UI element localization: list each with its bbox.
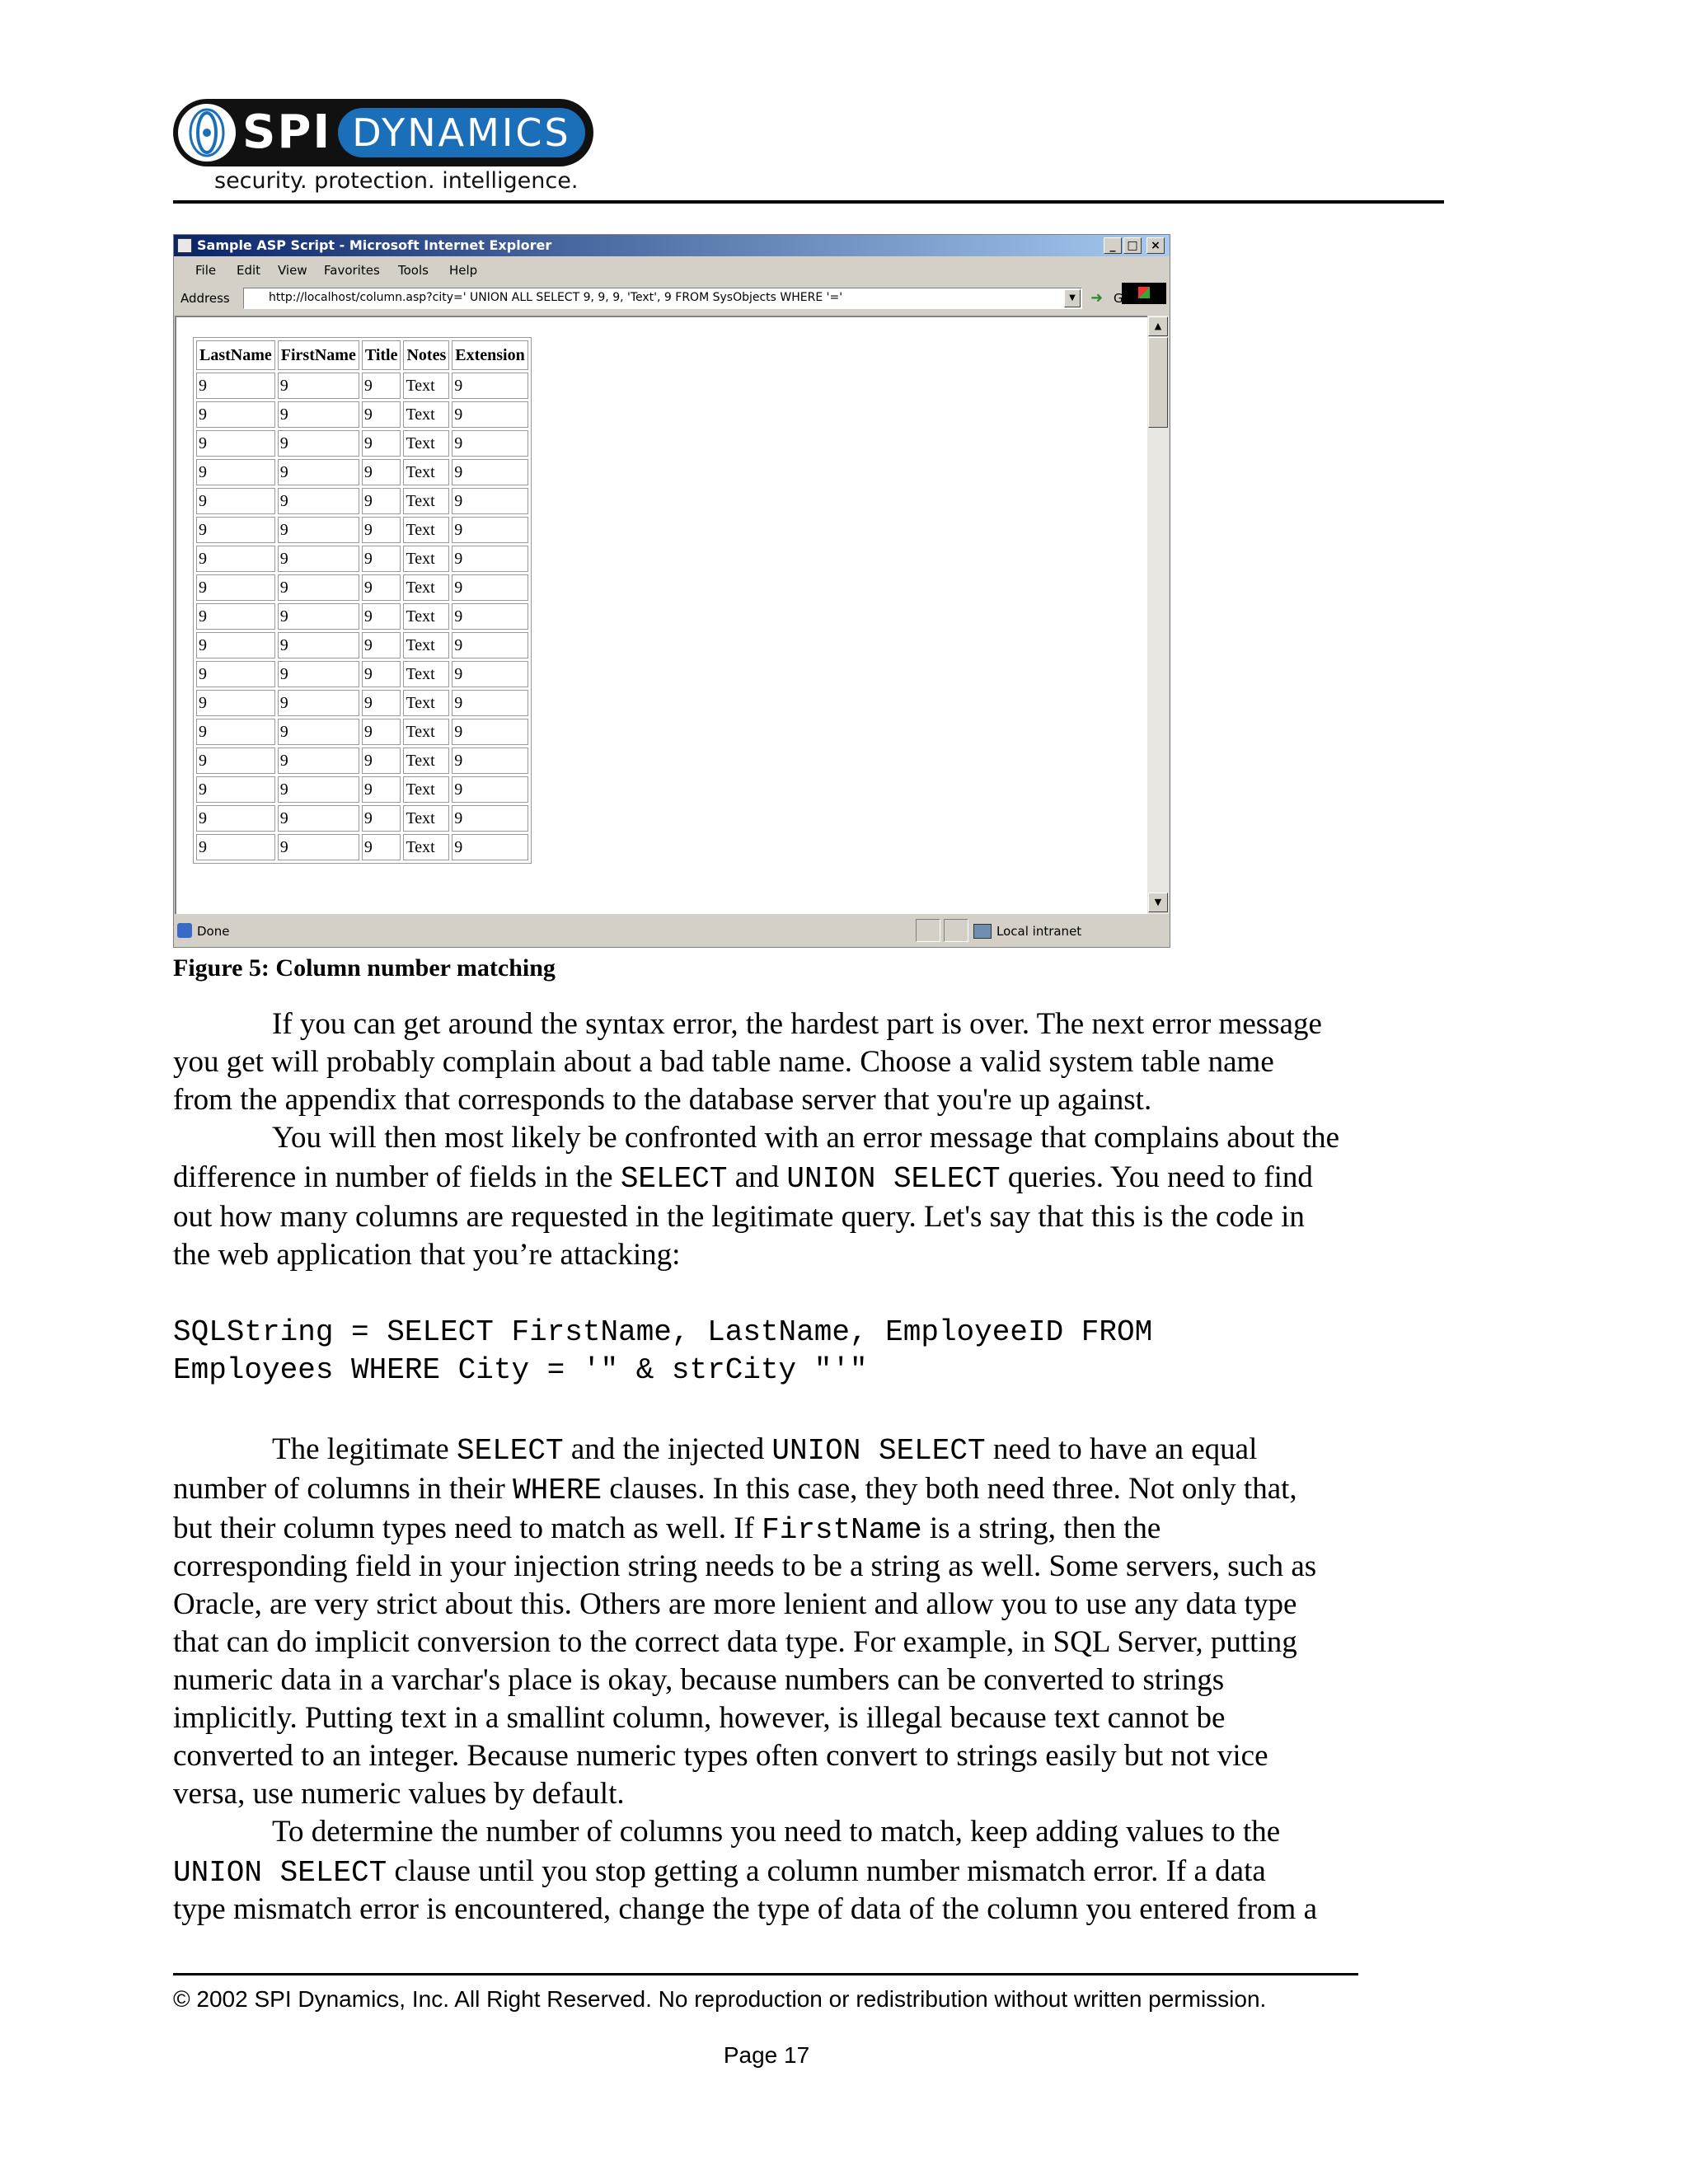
table-cell: 9	[362, 690, 401, 716]
table-cell: Text	[403, 661, 449, 687]
table-row	[196, 661, 528, 687]
table-cell: 9	[452, 603, 528, 630]
para1-line: from the appendix that corresponds to the database server that you're up against.	[173, 1083, 1152, 1117]
table-cell: 9	[196, 805, 275, 832]
table-row	[196, 805, 528, 832]
para3-line: numeric data in a varchar's place is okay, because numbers can be converted to strings	[173, 1663, 1225, 1697]
table-header-row	[196, 340, 528, 370]
browser-window-figure	[173, 234, 1170, 948]
table-cell: Text	[403, 488, 449, 514]
table-row	[196, 574, 528, 601]
table-cell: Text	[403, 603, 449, 630]
zone-text: Local intranet	[996, 924, 1082, 939]
para4-line: type mismatch error is encountered, change the type of data of the column you entered from a	[173, 1892, 1318, 1926]
figure-caption: Figure 5: Column number matching	[173, 954, 556, 982]
table-cell: 9	[452, 546, 528, 572]
menu-file: File	[195, 263, 217, 278]
table-cell: 9	[362, 574, 401, 601]
menu-view: View	[278, 263, 307, 278]
footer-copyright: © 2002 SPI Dynamics, Inc. All Right Reserved. No reproduction or redistribution without written permission.	[173, 1986, 1267, 2012]
close-icon: ×	[1146, 237, 1165, 254]
table-cell: 9	[362, 373, 401, 399]
browser-menu-bar	[174, 258, 1170, 283]
table-cell: 9	[362, 517, 401, 543]
browser-content	[175, 316, 1147, 914]
table-cell: Text	[403, 834, 449, 860]
logo-emblem-icon	[178, 104, 236, 162]
table-cell: 9	[362, 776, 401, 803]
scroll-down-icon: ▼	[1148, 893, 1168, 912]
go-label: Go	[1114, 291, 1131, 306]
intranet-zone-icon	[973, 924, 992, 939]
para3-line: number of columns in their WHERE clauses. In this case, they both need three. Not only that,	[173, 1472, 1297, 1507]
table-cell: 9	[278, 517, 359, 543]
table-cell: 9	[196, 834, 275, 860]
para4-line: UNION SELECT clause until you stop getting a column number mismatch error. If a data	[173, 1854, 1266, 1890]
table-cell: Text	[403, 517, 449, 543]
inline-code: SELECT	[456, 1434, 564, 1468]
para2-line: difference in number of fields in the SELECT and UNION SELECT queries. You need to find	[173, 1160, 1313, 1196]
table-cell: 9	[452, 430, 528, 457]
para1-line: If you can get around the syntax error, the hardest part is over. The next error message	[272, 1007, 1322, 1041]
page-done-icon	[177, 923, 192, 938]
table-row	[196, 632, 528, 658]
table-row	[196, 459, 528, 485]
footer-divider	[173, 1973, 1358, 1975]
table-cell: 9	[452, 719, 528, 745]
table-cell: 9	[452, 459, 528, 485]
table-cell: 9	[196, 401, 275, 428]
table-row	[196, 546, 528, 572]
para3-line: versa, use numeric values by default.	[173, 1777, 625, 1811]
table-cell: 9	[452, 834, 528, 860]
table-cell: 9	[452, 805, 528, 832]
code-line: SQLString = SELECT FirstName, LastName, EmployeeID FROM	[173, 1315, 1153, 1349]
column-header: LastName	[196, 340, 275, 370]
para1-line: you get will probably complain about a bad table name. Choose a valid system table name	[173, 1045, 1274, 1079]
table-cell: 9	[452, 661, 528, 687]
table-cell: Text	[403, 459, 449, 485]
table-row	[196, 603, 528, 630]
table-cell: Text	[403, 574, 449, 601]
table-row	[196, 776, 528, 803]
address-field	[243, 288, 1082, 309]
table-cell: 9	[278, 834, 359, 860]
page-number: Page 17	[723, 2042, 810, 2068]
inline-code: FirstName	[762, 1513, 922, 1547]
para3-line: Oracle, are very strict about this. Others are more lenient and allow you to use any data type	[173, 1587, 1297, 1621]
table-cell: 9	[362, 834, 401, 860]
para3-line: but their column types need to match as well. If FirstName is a string, then the	[173, 1511, 1161, 1547]
logo-tagline: security. protection. intelligence.	[214, 168, 579, 194]
table-cell: 9	[196, 603, 275, 630]
table-cell: 9	[278, 776, 359, 803]
scroll-up-icon: ▲	[1148, 316, 1168, 336]
spi-dynamics-logo	[173, 99, 593, 166]
inline-code: UNION SELECT	[786, 1162, 1001, 1196]
table-cell: 9	[278, 632, 359, 658]
table-cell: 9	[278, 459, 359, 485]
table-cell: 9	[362, 430, 401, 457]
table-cell: 9	[362, 546, 401, 572]
header-divider	[173, 200, 1444, 204]
table-cell: Text	[403, 546, 449, 572]
table-cell: 9	[452, 574, 528, 601]
table-cell: 9	[452, 517, 528, 543]
table-cell: Text	[403, 805, 449, 832]
table-cell: 9	[362, 488, 401, 514]
code-line: Employees WHERE City = '" & strCity "'"	[173, 1353, 868, 1387]
table-cell: 9	[452, 690, 528, 716]
table-cell: 9	[196, 373, 275, 399]
table-cell: Text	[403, 719, 449, 745]
table-cell: 9	[196, 719, 275, 745]
table-cell: 9	[362, 603, 401, 630]
table-cell: Text	[403, 748, 449, 774]
status-pane	[916, 919, 940, 942]
table-cell: 9	[278, 574, 359, 601]
inline-code: WHERE	[513, 1474, 603, 1507]
menu-favorites: Favorites	[324, 263, 380, 278]
table-row	[196, 834, 528, 860]
table-cell: 9	[196, 546, 275, 572]
table-cell: Text	[403, 690, 449, 716]
logo-dynamics-box	[338, 108, 585, 157]
table-cell: 9	[362, 401, 401, 428]
browser-title: Sample ASP Script - Microsoft Internet Explorer	[197, 237, 552, 253]
status-bar	[174, 916, 1170, 947]
table-cell: 9	[196, 430, 275, 457]
table-row	[196, 719, 528, 745]
table-row	[196, 430, 528, 457]
menu-help: Help	[449, 263, 478, 278]
table-cell: 9	[196, 517, 275, 543]
table-cell: 9	[196, 488, 275, 514]
results-table	[193, 337, 532, 864]
table-row	[196, 401, 528, 428]
table-cell: Text	[403, 776, 449, 803]
table-cell: Text	[403, 373, 449, 399]
status-text: Done	[197, 924, 230, 939]
menu-edit: Edit	[237, 263, 261, 278]
logo-spi-text: SPI	[242, 105, 332, 159]
table-row	[196, 690, 528, 716]
table-cell: 9	[278, 373, 359, 399]
table-cell: 9	[196, 459, 275, 485]
para3-line: The legitimate SELECT and the injected UNION SELECT need to have an equal	[272, 1432, 1258, 1468]
para2-line: the web application that you’re attacking:	[173, 1238, 681, 1272]
address-url: http://localhost/column.asp?city=' UNION ALL SELECT 9, 9, 9, 'Text', 9 FROM SysObjects WHERE '='	[269, 291, 843, 304]
scroll-thumb	[1148, 337, 1168, 428]
table-cell: 9	[278, 488, 359, 514]
table-cell: 9	[362, 661, 401, 687]
table-cell: 9	[278, 430, 359, 457]
table-cell: 9	[196, 574, 275, 601]
column-header: FirstName	[278, 340, 359, 370]
para3-line: corresponding field in your injection string needs to be a string as well. Some servers, such as	[173, 1549, 1317, 1583]
table-cell: 9	[278, 401, 359, 428]
table-cell: 9	[452, 401, 528, 428]
address-bar	[174, 284, 1170, 312]
table-cell: Text	[403, 430, 449, 457]
para4-line: To determine the number of columns you need to match, keep adding values to the	[272, 1815, 1281, 1849]
table-cell: 9	[196, 632, 275, 658]
para3-line: implicitly. Putting text in a smallint column, however, is illegal because text cannot be	[173, 1701, 1226, 1735]
column-header: Notes	[403, 340, 449, 370]
maximize-icon: □	[1123, 237, 1142, 254]
table-cell: Text	[403, 632, 449, 658]
table-cell: 9	[278, 661, 359, 687]
table-cell: 9	[452, 488, 528, 514]
column-header: Title	[362, 340, 401, 370]
minimize-icon: _	[1104, 237, 1122, 254]
table-cell: 9	[278, 805, 359, 832]
table-cell: 9	[278, 546, 359, 572]
table-cell: 9	[452, 776, 528, 803]
table-cell: 9	[196, 748, 275, 774]
table-row	[196, 373, 528, 399]
table-row	[196, 488, 528, 514]
inline-code: UNION SELECT	[771, 1434, 986, 1468]
status-pane	[944, 919, 968, 942]
menu-tools: Tools	[398, 263, 429, 278]
table-cell: 9	[278, 748, 359, 774]
para3-line: that can do implicit conversion to the correct data type. For example, in SQL Server, putting	[173, 1625, 1297, 1659]
table-cell: 9	[196, 776, 275, 803]
table-cell: 9	[278, 603, 359, 630]
inline-code: SELECT	[620, 1162, 728, 1196]
table-cell: 9	[196, 690, 275, 716]
table-cell: Text	[403, 401, 449, 428]
para2-line: out how many columns are requested in the legitimate query. Let's say that this is the code in	[173, 1200, 1305, 1234]
table-cell: 9	[362, 459, 401, 485]
table-cell: 9	[362, 748, 401, 774]
table-cell: 9	[452, 373, 528, 399]
table-cell: 9	[452, 632, 528, 658]
table-cell: 9	[278, 719, 359, 745]
table-body	[196, 373, 528, 860]
address-label: Address	[181, 291, 230, 306]
table-row	[196, 748, 528, 774]
logo-dynamics-text: DYNAMICS	[352, 110, 571, 155]
table-cell: 9	[362, 719, 401, 745]
para2-line: You will then most likely be confronted with an error message that complains about the	[272, 1121, 1340, 1155]
inline-code: UNION SELECT	[173, 1856, 387, 1890]
table-cell: 9	[196, 661, 275, 687]
table-row	[196, 517, 528, 543]
vertical-scrollbar	[1147, 316, 1169, 914]
table-cell: 9	[452, 748, 528, 774]
go-arrow-icon: ➜	[1090, 289, 1104, 307]
table-cell: 9	[362, 805, 401, 832]
ie-page-icon	[177, 238, 192, 253]
browser-title-bar	[174, 235, 1170, 256]
column-header: Extension	[452, 340, 528, 370]
table-cell: 9	[278, 690, 359, 716]
chevron-down-icon: ▼	[1064, 289, 1081, 307]
para3-line: converted to an integer. Because numeric types often convert to strings easily but not vice	[173, 1739, 1268, 1773]
table-cell: 9	[362, 632, 401, 658]
